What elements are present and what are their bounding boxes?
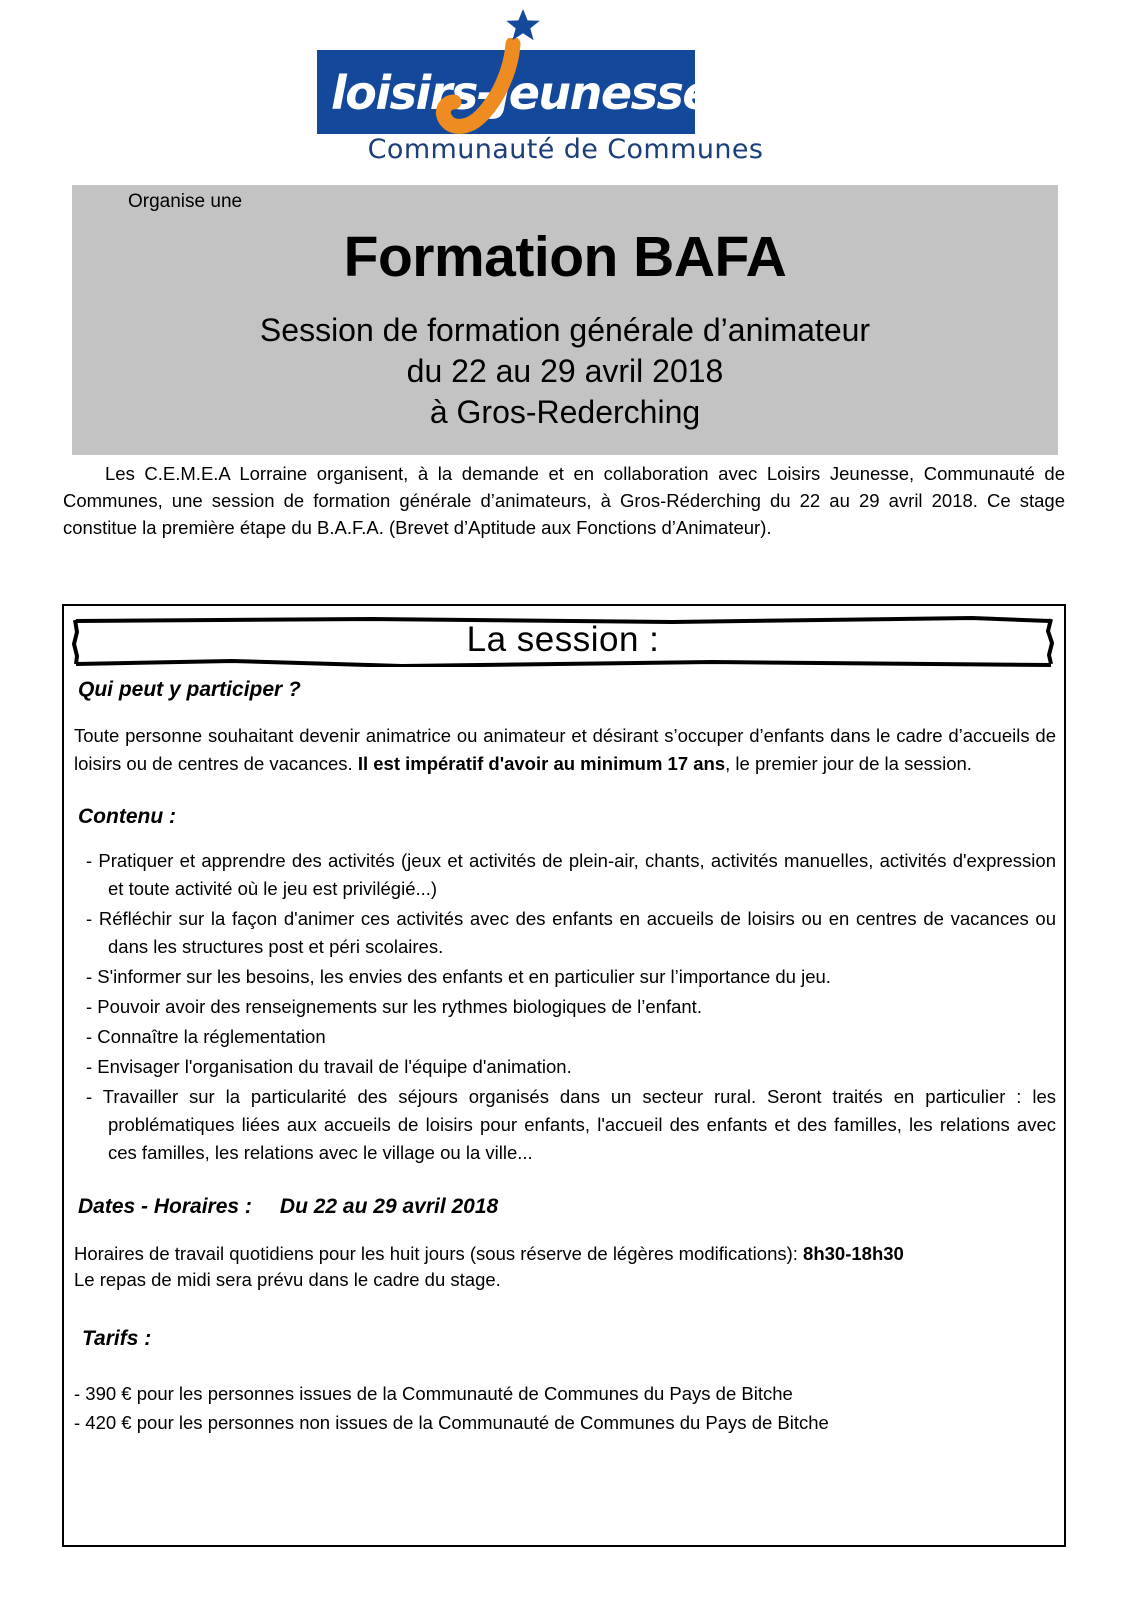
logo-star-icon [505,8,541,44]
who-text-before: Toute personne souhaitant devenir animatrice ou animateur et désirant s’occuper d’enfants dans le cadre d’accueils de loisirs ou de centres de vacances. [74,725,1056,774]
schedule-text: Horaires de travail quotidiens pour les huit jours (sous réserve de légères modifications): [74,1243,804,1264]
list-item: - Réfléchir sur la façon d'animer ces activités avec des enfants en accueils de loisirs ou en centres de vacances ou dans les structures post et péri scolaires. [86,908,1056,957]
banner-subtitle-line-3: à Gros-Rederching [429,394,701,430]
schedule-hours: 8h30-18h30 [803,1243,904,1264]
list-item: - Pratiquer et apprendre des activités (jeux et activités de plein-air, chants, activités manuelles, activités d'expression et toute activité où le jeu est privilégié...) [86,850,1056,899]
contenu-list [74,847,1056,1167]
banner-title: Formation BAFA [343,225,787,289]
meal-line: Le repas de midi sera prévu dans le cadre du stage. [74,1269,501,1290]
tarifs-heading: Tarifs : [82,1327,152,1350]
organisation-logo [0,0,1131,175]
contenu-heading: Contenu : [78,805,176,828]
dates-label: Dates - Horaires : [78,1195,252,1218]
banner-subtitle-line-1: Session de formation générale d’animateur [259,312,871,348]
dates-value: Du 22 au 29 avril 2018 [279,1195,499,1218]
banner-subtitle-line-2: du 22 au 29 avril 2018 [406,353,724,389]
list-item: - Travailler sur la particularité des séjours organisés dans un secteur rural. Seront traités en particulier : les problématiques liées aux accueils de loisirs pour enfants, l'accueil des enfants et des familles, les relations avec ces familles, les relations avec le village ou la ville... [86,1086,1056,1163]
session-box [62,604,1066,1547]
banner-subtitle [72,310,1058,433]
session-body [74,678,1056,1437]
tarif-line: - 390 € pour les personnes issues de la Communauté de Communes du Pays de Bitche [74,1383,793,1404]
who-paragraph [74,722,1056,777]
tarif-line: - 420 € pour les personnes non issues de la Communauté de Communes du Pays de Bitche [74,1412,829,1433]
intro-paragraph: Les C.E.M.E.A Lorraine organisent, à la demande et en collaboration avec Loisirs Jeunesse, Communauté de Communes, une session de formation générale d’animateurs, à Gros-Réderching du 22 au 29 avril 2018. Ce stage constitue la première étape du B.A.F.A. (Brevet d’Aptitude aux Fonctions d’Animateur). [63,463,1065,538]
schedule-line [74,1241,1056,1267]
list-item: - S'informer sur les besoins, les envies des enfants et en particulier sur l’importance du jeu. [86,966,831,987]
title-banner [72,185,1058,455]
who-text-after: , le premier jour de la session. [725,752,972,774]
logo-wordmark: loisirs-jeunesse [331,66,713,120]
dates-horaires-line [78,1195,1056,1219]
session-header-frame [72,614,1054,667]
who-heading: Qui peut y participer ? [78,678,301,701]
list-item: - Pouvoir avoir des renseignements sur les rythmes biologiques de l’enfant. [86,996,702,1017]
logo-subtitle: Communauté de Communes [367,134,764,165]
banner-kicker: Organise une [128,191,243,212]
list-item: - Connaître la réglementation [86,1026,326,1047]
schedule-block [74,1241,1056,1293]
list-item: - Envisager l'organisation du travail de l'équipe d'animation. [86,1056,572,1077]
session-header-label: La session : [466,620,660,659]
who-text-bold: Il est impératif d'avoir au minimum 17 ans [357,752,726,774]
